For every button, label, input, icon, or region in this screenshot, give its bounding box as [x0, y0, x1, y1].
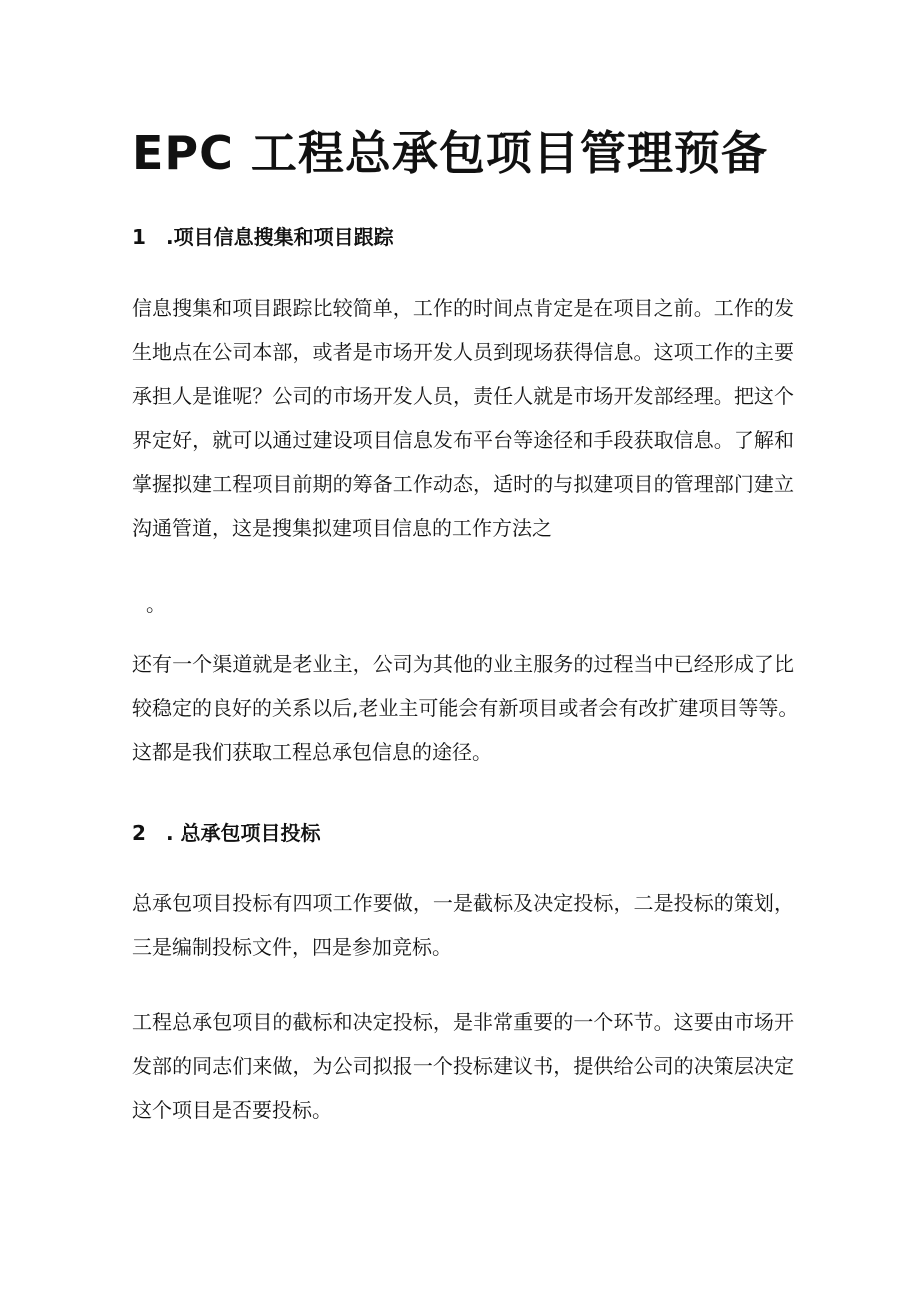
- paragraph-line: 承担人是谁呢？公司的市场开发人员，责任人就是市场开发部经理。把这个: [132, 384, 794, 408]
- paragraph-line: 工程总承包项目的截标和决定投标，是非常重要的一个环节。这要由市场开: [132, 1010, 794, 1034]
- section-2-heading-text: . 总承包项目投标: [166, 821, 321, 845]
- section-2-paragraph-1: [132, 881, 794, 969]
- paragraph-line: 总承包项目投标有四项工作要做，一是截标及决定投标，二是投标的策划，: [132, 891, 794, 915]
- section-1-paragraph-2: [132, 642, 799, 774]
- section-1-paragraph-1: [132, 286, 794, 550]
- document-title: EPC 工程总承包项目管理预备: [132, 126, 768, 180]
- paragraph-line: 沟通管道，这是搜集拟建项目信息的工作方法之: [132, 516, 552, 540]
- paragraph-line: 掌握拟建工程项目前期的筹备工作动态，适时的与拟建项目的管理部门建立: [132, 472, 794, 496]
- paragraph-line: 还有一个渠道就是老业主，公司为其他的业主服务的过程当中已经形成了比: [132, 652, 794, 676]
- paragraph-line: 三是编制投标文件，四是参加竞标。: [132, 935, 452, 959]
- paragraph-line: 这个项目是否要投标。: [132, 1098, 332, 1122]
- orphan-punctuation: 。: [146, 592, 166, 616]
- section-1-heading-text: .项目信息搜集和项目跟踪: [166, 225, 394, 249]
- paragraph-line: 生地点在公司本部，或者是市场开发人员到现场获得信息。这项工作的主要: [132, 340, 794, 364]
- section-2-heading: [132, 819, 321, 847]
- paragraph-line: 这都是我们获取工程总承包信息的途径。: [132, 740, 492, 764]
- paragraph-line: 界定好，就可以通过建设项目信息发布平台等途径和手段获取信息。了解和: [132, 428, 794, 452]
- paragraph-line: 发部的同志们来做，为公司拟报一个投标建议书，提供给公司的决策层决定: [132, 1054, 794, 1078]
- paragraph-line: 较稳定的良好的关系以后,老业主可能会有新项目或者会有改扩建项目等等。: [132, 696, 799, 720]
- section-1-heading: [132, 223, 394, 251]
- section-1-number: 1: [132, 225, 146, 249]
- section-2-number: 2: [132, 821, 146, 845]
- section-2-paragraph-2: [132, 1000, 794, 1132]
- paragraph-line: 信息搜集和项目跟踪比较简单，工作的时间点肯定是在项目之前。工作的发: [132, 296, 794, 320]
